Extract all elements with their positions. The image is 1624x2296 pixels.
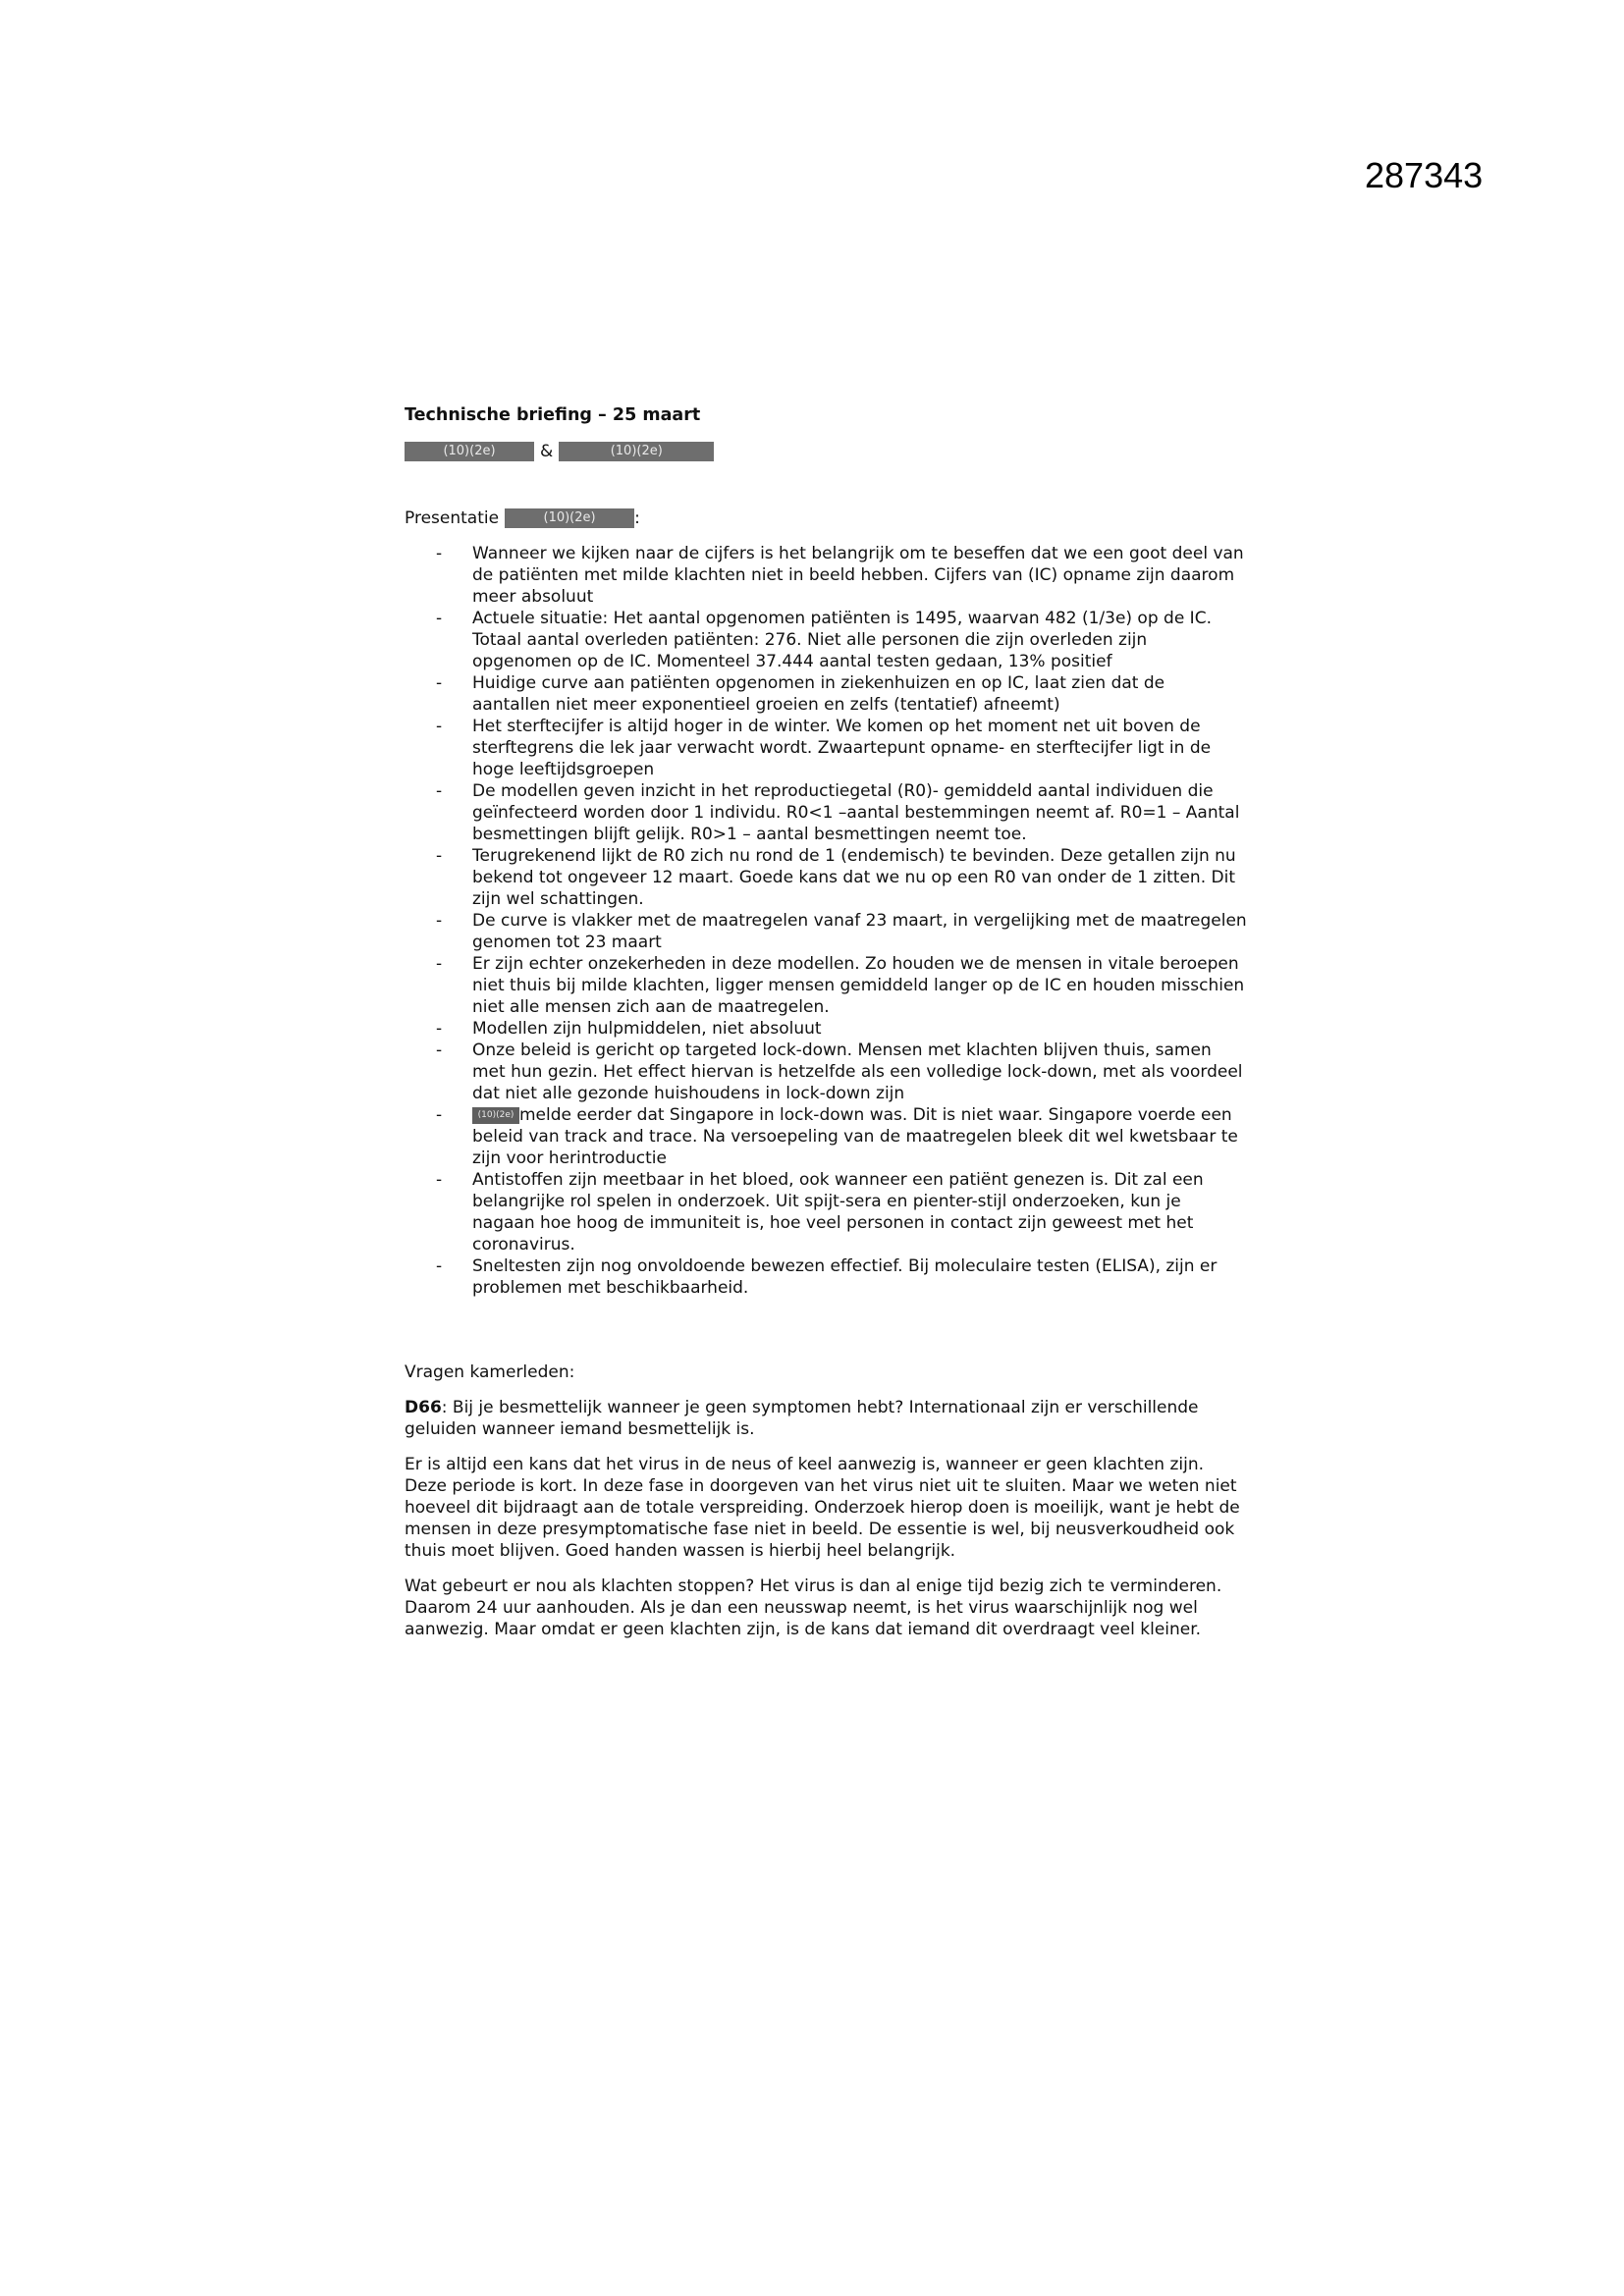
bullet-text: Actuele situatie: Het aantal opgenomen patiënten is 1495, waarvan 482 (1/3e) op de IC. Totaal aantal overleden patiënten: 276. Niet alle personen die zijn overleden zijn opgenomen op de IC. Momenteel 37.444 aantal testen gedaan, 13% positief	[472, 609, 1212, 671]
bullet-item	[405, 780, 1247, 845]
bullet-text: Huidige curve aan patiënten opgenomen in ziekenhuizen en op IC, laat zien dat de aantallen niet meer exponentieel groeien en zelfs (tentatief) afneemt)	[472, 673, 1165, 715]
bullet-dash: -	[436, 781, 443, 801]
bullet-text: Er zijn echter onzekerheden in deze modellen. Zo houden we de mensen in vitale beroepen niet thuis bij milde klachten, ligger mensen gemiddeld langer op de IC en houden misschien niet alle mensen zich aan de maatregelen.	[472, 954, 1245, 1017]
answer-paragraph: Wat gebeurt er nou als klachten stoppen? Het virus is dan al enige tijd bezig zich te verminderen. Daarom 24 uur aanhouden. Als je dan een neusswap neemt, is het virus waarschijnlijk nog wel aanwezig. Maar omdat er geen klachten zijn, is de kans dat iemand dit overdraagt veel kleiner.	[405, 1576, 1222, 1639]
bullet-dash: -	[436, 846, 443, 866]
bullet-text: De curve is vlakker met de maatregelen vanaf 23 maart, in vergelijking met de maatregelen genomen tot 23 maart	[472, 911, 1247, 952]
redaction-block: (10)(2e)	[405, 442, 534, 461]
document-number: 287343	[1365, 155, 1484, 195]
bullet-item	[405, 608, 1247, 672]
bullet-item	[405, 672, 1247, 716]
bullet-dash: -	[436, 1105, 443, 1125]
bullet-dash: -	[436, 1019, 443, 1039]
bullet-item	[405, 1040, 1247, 1104]
questions-heading: Vragen kamerleden:	[405, 1362, 575, 1382]
presentatie-label: Presentatie	[405, 508, 500, 528]
bullet-dash: -	[436, 609, 443, 628]
document-title: Technische briefing – 25 maart	[405, 405, 701, 425]
bullet-text: De modellen geven inzicht in het reproductiegetal (R0)- gemiddeld aantal individuen die geïnfecteerd worden door 1 individu. R0<1 –aantal bestemmingen neemt af. R0=1 – Aantal besmettingen blijft gelijk. R0>1 – aantal besmettingen neemt toe.	[472, 781, 1240, 844]
question-text: : Bij je besmettelijk wanneer je geen symptomen hebt? Internationaal zijn er verschillende geluiden wanneer iemand besmettelijk is.	[405, 1398, 1199, 1439]
answer-paragraph: Er is altijd een kans dat het virus in de neus of keel aanwezig is, wanneer er geen klachten zijn. Deze periode is kort. In deze fase in doorgeven van het virus niet uit te sluiten. Maar we weten niet hoeveel dit bijdraagt aan de totale verspreiding. Onderzoek hierop doen is moeilijk, want je hebt de mensen in deze presymptomatische fase niet in beeld. De essentie is wel, bij neusverkoudheid ook thuis moet blijven. Goed handen wassen is hierbij heel belangrijk.	[405, 1455, 1240, 1561]
bullet-dash: -	[436, 717, 443, 736]
question-paragraph	[405, 1397, 1247, 1440]
bullet-dash: -	[436, 544, 443, 563]
bullet-item	[405, 1104, 1247, 1169]
redaction-block: (10)(2e)	[559, 442, 714, 461]
bullet-dash: -	[436, 673, 443, 693]
ampersand: &	[540, 442, 554, 461]
bullet-item	[405, 910, 1247, 953]
bullet-dash: -	[436, 954, 443, 974]
bullet-item	[405, 845, 1247, 910]
bullet-text: Sneltesten zijn nog onvoldoende bewezen effectief. Bij moleculaire testen (ELISA), zijn er problemen met beschikbaarheid.	[472, 1256, 1218, 1298]
party-label: D66	[405, 1398, 442, 1417]
bullet-item	[405, 1255, 1247, 1299]
document-body	[405, 404, 1247, 1654]
bullet-dash: -	[436, 911, 443, 931]
redaction-block: (10)(2e)	[472, 1107, 519, 1124]
bullet-item	[405, 716, 1247, 780]
attendees-row	[405, 441, 1247, 462]
bullet-dash: -	[436, 1170, 443, 1190]
bullet-item	[405, 1169, 1247, 1255]
bullet-text: Terugrekenend lijkt de R0 zich nu rond de 1 (endemisch) te bevinden. Deze getallen zijn nu bekend tot ongeveer 12 maart. Goede kans dat we nu op een R0 van onder de 1 zitten. Dit zijn wel schattingen.	[472, 846, 1236, 909]
bullet-dash: -	[436, 1256, 443, 1276]
bullet-dash: -	[436, 1041, 443, 1060]
bullet-text: Antistoffen zijn meetbaar in het bloed, ook wanneer een patiënt genezen is. Dit zal een belangrijke rol spelen in onderzoek. Uit spijt-sera en pienter-stijl onderzoeken, kun je nagaan hoe hoog de immuniteit is, hoe veel personen in contact zijn geweest met het coronavirus.	[472, 1170, 1204, 1255]
presentatie-heading	[405, 507, 1247, 529]
bullet-text: melde eerder dat Singapore in lock-down was. Dit is niet waar. Singapore voerde een beleid van track and trace. Na versoepeling van de maatregelen bleek dit wel kwetsbaar te zijn voor herintroductie	[472, 1105, 1238, 1168]
bullet-text: Onze beleid is gericht op targeted lock-down. Mensen met klachten blijven thuis, samen met hun gezin. Het effect hiervan is hetzelfde als een volledige lock-down, met als voordeel dat niet alle gezonde huishoudens in lock-down zijn	[472, 1041, 1243, 1103]
presentation-bullet-list	[405, 543, 1247, 1299]
bullet-item	[405, 1018, 1247, 1040]
bullet-text: Het sterftecijfer is altijd hoger in de winter. We komen op het moment net uit boven de sterftegrens die lek jaar verwacht wordt. Zwaartepunt opname- en sterftecijfer ligt in de hoge leeftijdsgroepen	[472, 717, 1212, 779]
bullet-text: Wanneer we kijken naar de cijfers is het belangrijk om te beseffen dat we een goot deel van de patiënten met milde klachten niet in beeld hebben. Cijfers van (IC) opname zijn daarom meer absoluut	[472, 544, 1244, 607]
bullet-item	[405, 953, 1247, 1018]
bullet-item	[405, 543, 1247, 608]
colon: :	[634, 508, 640, 528]
bullet-text: Modellen zijn hulpmiddelen, niet absoluut	[472, 1019, 822, 1039]
redaction-block: (10)(2e)	[505, 508, 634, 528]
